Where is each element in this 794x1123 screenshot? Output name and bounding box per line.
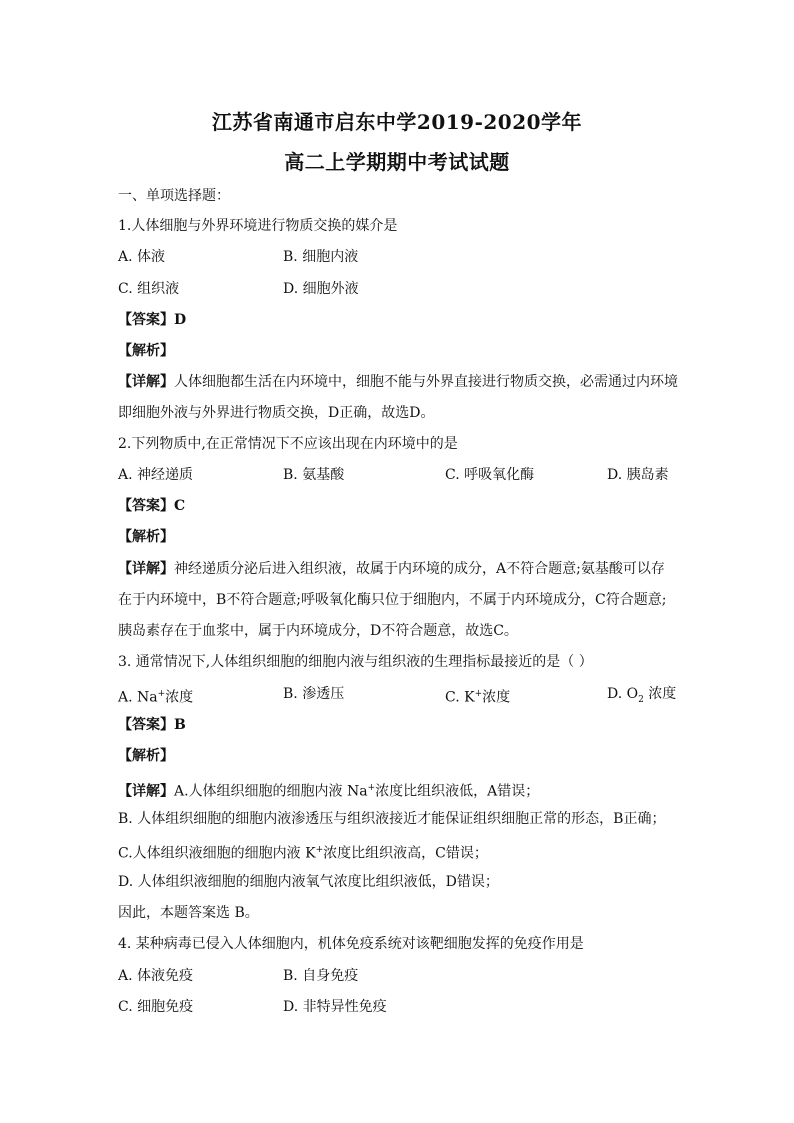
doc-title-line2: 高二上学期期中考试试题 (284, 150, 510, 174)
q3-detail-d: D. 人体组织液细胞的细胞内液氧气浓度比组织液低，D错误； (118, 874, 499, 890)
q1-option-d: D. 细胞外液 (283, 281, 359, 297)
q2-detail-text1: 神经递质分泌后进入组织液，故属于内环境的成分，A不符合题意;氨基酸可以存 (174, 561, 665, 577)
q2-answer: 【答案】C (118, 498, 186, 514)
q1-detail-text1: 人体细胞都生活在内环境中，细胞不能与外界直接进行物质交换，必需通过内环境 (174, 374, 678, 390)
q3-detail-b: B. 人体组织细胞的细胞内液渗透压与组织液接近才能保证组织细胞正常的形态，B正确； (118, 811, 666, 827)
doc-title-line1: 江苏省南通市启东中学2019-2020学年 (211, 110, 583, 134)
q1-option-b: B. 细胞内液 (283, 249, 359, 265)
q3-detail-c-text: C.人体组织液细胞的细胞内液 K (118, 845, 316, 862)
q4-option-b: B. 自身免疫 (283, 968, 359, 984)
q3-option-a-text: A. Na (118, 689, 158, 706)
q2-stem: 2.下列物质中,在正常情况下不应该出现在内环境中的是 (118, 436, 458, 452)
q1-answer: 【答案】D (118, 312, 187, 328)
section-heading: 一、单项选择题： (118, 188, 230, 204)
q3-detail-c-sup: + (315, 845, 324, 855)
q1-option-a: A. 体液 (118, 249, 166, 265)
q3-option-d-text: D. O (607, 686, 639, 702)
q2-detail-line2: 在于内环境中，B不符合题意;呼吸氧化酶只位于细胞内，不属于内环境成分，C符合题意; (118, 592, 667, 608)
q3-option-b: B. 渗透压 (283, 686, 345, 702)
q2-detail-line1 (118, 559, 665, 579)
q3-stem: 3. 通常情况下,人体组织细胞的细胞内液与组织液的生理指标最接近的是（ ） (118, 654, 593, 670)
q3-detail-a-sup: + (367, 783, 376, 793)
q3-detail-a-rest: 浓度比组织液低，A错误； (375, 783, 540, 800)
q3-option-a (118, 684, 193, 708)
q2-detail-line3: 胰岛素存在于血浆中，属于内环境成分，D不符合题意，故选C。 (118, 623, 518, 639)
q3-detail-a (118, 778, 539, 802)
q1-analysis-heading: 【解析】 (118, 343, 174, 359)
q3-option-c-unit: 浓度 (482, 689, 511, 706)
q2-detail-tag: 【详解】 (118, 561, 174, 577)
q2-option-a: A. 神经递质 (118, 467, 194, 483)
q3-option-d (607, 684, 676, 710)
q4-option-c: C. 细胞免疫 (118, 999, 194, 1015)
q3-option-a-unit: 浓度 (165, 689, 194, 706)
q4-option-d: D. 非特异性免疫 (283, 999, 387, 1015)
q3-detail-tag: 【详解】 (118, 783, 174, 800)
q3-option-c (445, 684, 510, 708)
q3-option-d-sub: 2 (638, 694, 644, 705)
q1-detail-line1 (118, 372, 678, 392)
q2-analysis-heading: 【解析】 (118, 529, 174, 545)
q3-detail-c-rest: 浓度比组织液高，C错误； (323, 845, 488, 862)
q3-detail-a-text: A.人体组织细胞的细胞内液 Na (174, 783, 368, 800)
q3-answer: 【答案】B (118, 717, 186, 733)
q3-detail-c (118, 840, 488, 864)
q1-detail-line2: 即细胞外液与外界进行物质交换，D正确，故选D。 (118, 405, 435, 421)
q1-detail-tag: 【详解】 (118, 374, 174, 390)
q2-option-b: B. 氨基酸 (283, 467, 345, 483)
q3-option-c-text: C. K (445, 689, 475, 706)
q3-option-c-sup: + (474, 689, 483, 699)
q3-option-a-sup: + (157, 689, 166, 699)
q3-analysis-heading: 【解析】 (118, 748, 174, 764)
q2-option-c: C. 呼吸氧化酶 (445, 467, 535, 483)
q1-option-c: C. 组织液 (118, 281, 180, 297)
q3-option-d-unit: 浓度 (643, 686, 677, 702)
q2-option-d: D. 胰岛素 (607, 467, 669, 483)
q3-conclusion: 因此，本题答案选 B。 (118, 905, 259, 921)
q1-stem: 1.人体细胞与外界环境进行物质交换的媒介是 (118, 218, 398, 234)
q4-option-a: A. 体液免疫 (118, 968, 194, 984)
q4-stem: 4. 某种病毒已侵入人体细胞内，机体免疫系统对该靶细胞发挥的免疫作用是 (118, 936, 584, 952)
